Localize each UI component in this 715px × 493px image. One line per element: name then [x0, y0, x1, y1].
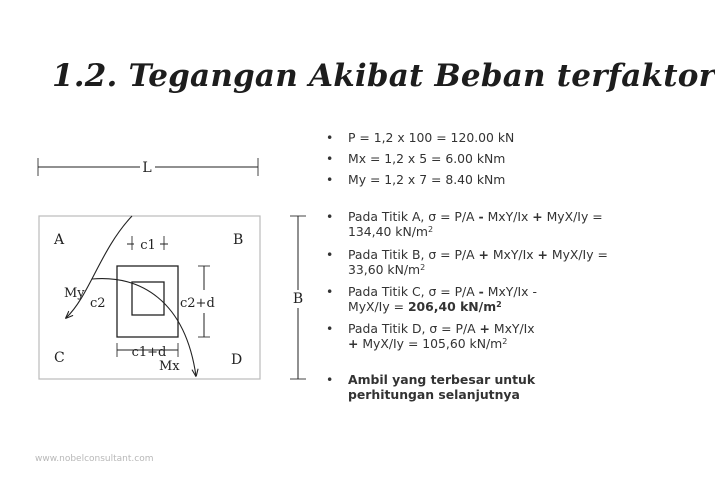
critical-section	[117, 266, 178, 337]
label-l: L	[142, 160, 152, 176]
corner-c: C	[54, 350, 65, 366]
dimension-c2d	[180, 266, 215, 337]
corner-b: B	[233, 232, 244, 248]
label-c1d: c1+d	[131, 345, 167, 360]
bullet-text: Pada Titik A, σ = P/A - MxY/Ix + MyX/Iy = 134,40 $kN/m^2$	[348, 209, 603, 239]
bullet-text: Pada Titik B, σ = P/A + MxY/Ix + MyX/Iy = 33,60 $kN/m^2$	[348, 247, 608, 277]
dimension-l	[38, 158, 258, 176]
dimension-c1d	[117, 343, 178, 360]
bullet-text: My = 1,2 x 7 = 8.40 kNm	[348, 172, 506, 187]
label-c2: c2	[90, 296, 106, 311]
corner-d: D	[231, 352, 243, 368]
bullet-text: Pada Titik C, σ = P/A - MxY/Ix - MyX/Iy = 206,40 $kN/m^2$	[348, 284, 537, 314]
footer-url: www.nobelconsultant.com	[35, 454, 154, 464]
label-b: B	[292, 291, 304, 307]
label-mx: Mx	[159, 359, 180, 374]
dimension-b	[290, 216, 306, 379]
moment-mx-arrow	[92, 279, 196, 376]
corner-a: A	[54, 232, 65, 248]
label-c2d: c2+d	[180, 296, 215, 311]
footing-diagram	[0, 0, 330, 493]
bullet-text: Ambil yang terbesar untuk perhitungan selanjutnya	[348, 372, 536, 402]
dimension-c1	[127, 236, 168, 253]
slide-title: 1.2. Tegangan Akibat Beban terfaktor	[52, 58, 715, 94]
bullet-text: P = 1,2 x 100 = 120.00 kN	[348, 130, 515, 145]
label-my: My	[64, 286, 85, 301]
bullet-text: Mx = 1,2 x 5 = 6.00 kNm	[348, 151, 506, 166]
label-c1: c1	[140, 238, 156, 253]
bullet-text: Pada Titik D, σ = P/A + MxY/Ix + MyX/Iy = 105,60 $kN/m^2$	[348, 321, 535, 351]
